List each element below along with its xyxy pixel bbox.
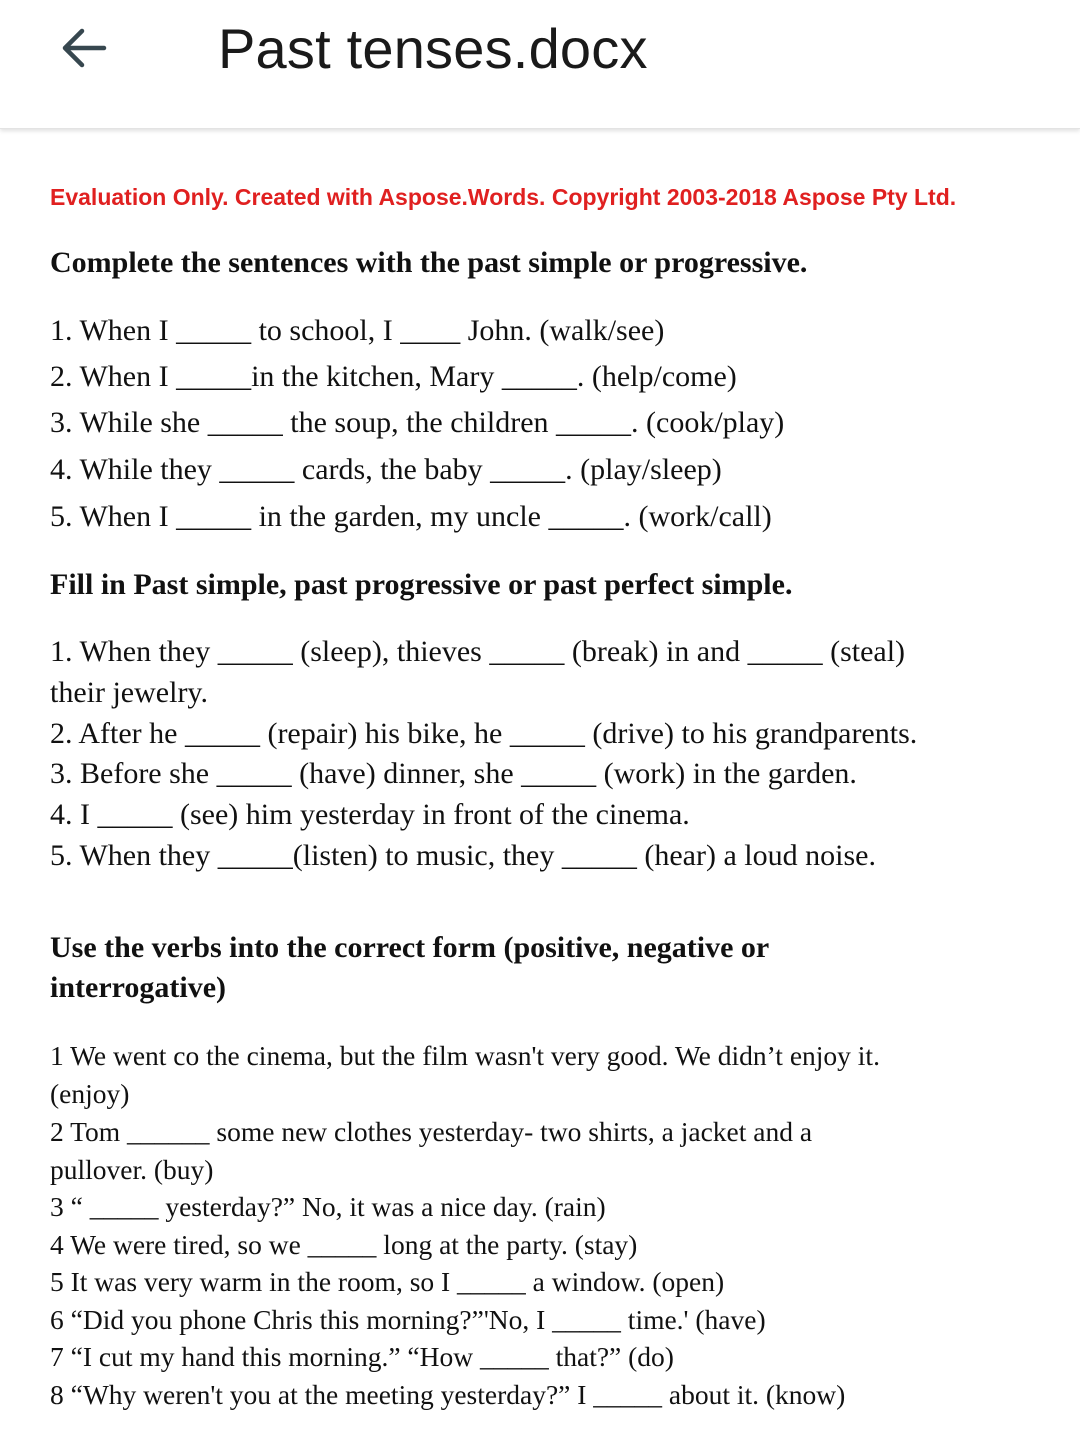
exercise-line: 4. I _____ (see) him yesterday in front of the cinema. [50, 798, 690, 831]
evaluation-watermark-note: Evaluation Only. Created with Aspose.Words. Copyright 2003-2018 Aspose Pty Ltd. [50, 184, 957, 210]
exercise-line: 1 We went co the cinema, but the film wasn't very good. We didn’t enjoy it. [50, 1040, 880, 1071]
exercise-line: 1. When they _____ (sleep), thieves _____ (break) in and _____ (steal) [50, 635, 906, 668]
section1-heading: Complete the sentences with the past simple or progressive. [50, 246, 808, 279]
app-bar [0, 0, 1080, 129]
exercise-line: 5 It was very warm in the room, so I _____ a window. (open) [50, 1266, 725, 1297]
exercise-line: 3. While she _____ the soup, the children _____. (cook/play) [50, 406, 785, 439]
exercise-line: 8 “Why weren't you at the meeting yesterday?” I _____ about it. (know) [50, 1379, 846, 1410]
document-page[interactable] [0, 131, 1080, 1441]
exercise-line: 2. After he _____ (repair) his bike, he _____ (drive) to his grandparents. [50, 717, 918, 750]
section2-heading: Fill in Past simple, past progressive or past perfect simple. [50, 568, 793, 601]
arrow-left-icon [58, 26, 110, 70]
exercise-line: 4. While they _____ cards, the baby _____. (play/sleep) [50, 453, 722, 486]
back-button[interactable] [52, 20, 116, 76]
document-title: Past tenses.docx [218, 17, 648, 80]
exercise-line: 2 Tom ______ some new clothes yesterday- two shirts, a jacket and a [50, 1116, 813, 1147]
exercise-line: pullover. (buy) [50, 1154, 214, 1185]
exercise-line: 2. When I _____in the kitchen, Mary _____. (help/come) [50, 360, 737, 393]
exercise-line: 4 We were tired, so we _____ long at the party. (stay) [50, 1229, 638, 1260]
exercise-line: 5. When they _____(listen) to music, they _____ (hear) a loud noise. [50, 839, 876, 872]
exercise-line: 3. Before she _____ (have) dinner, she _____ (work) in the garden. [50, 757, 857, 790]
exercise-line: 6 “Did you phone Chris this morning?”'No, I _____ time.' (have) [50, 1304, 766, 1335]
exercise-line: 1. When I _____ to school, I ____ John. (walk/see) [50, 314, 665, 347]
exercise-line: 5. When I _____ in the garden, my uncle _____. (work/call) [50, 500, 772, 533]
exercise-line: 7 “I cut my hand this morning.” “How _____ that?” (do) [50, 1341, 674, 1372]
exercise-line: (enjoy) [50, 1078, 130, 1109]
exercise-line: 3 “ _____ yesterday?” No, it was a nice day. (rain) [50, 1191, 606, 1222]
exercise-line: their jewelry. [50, 676, 208, 709]
section3-heading-line1: Use the verbs into the correct form (positive, negative or [50, 931, 770, 964]
section3-heading-line2: interrogative) [50, 971, 227, 1004]
